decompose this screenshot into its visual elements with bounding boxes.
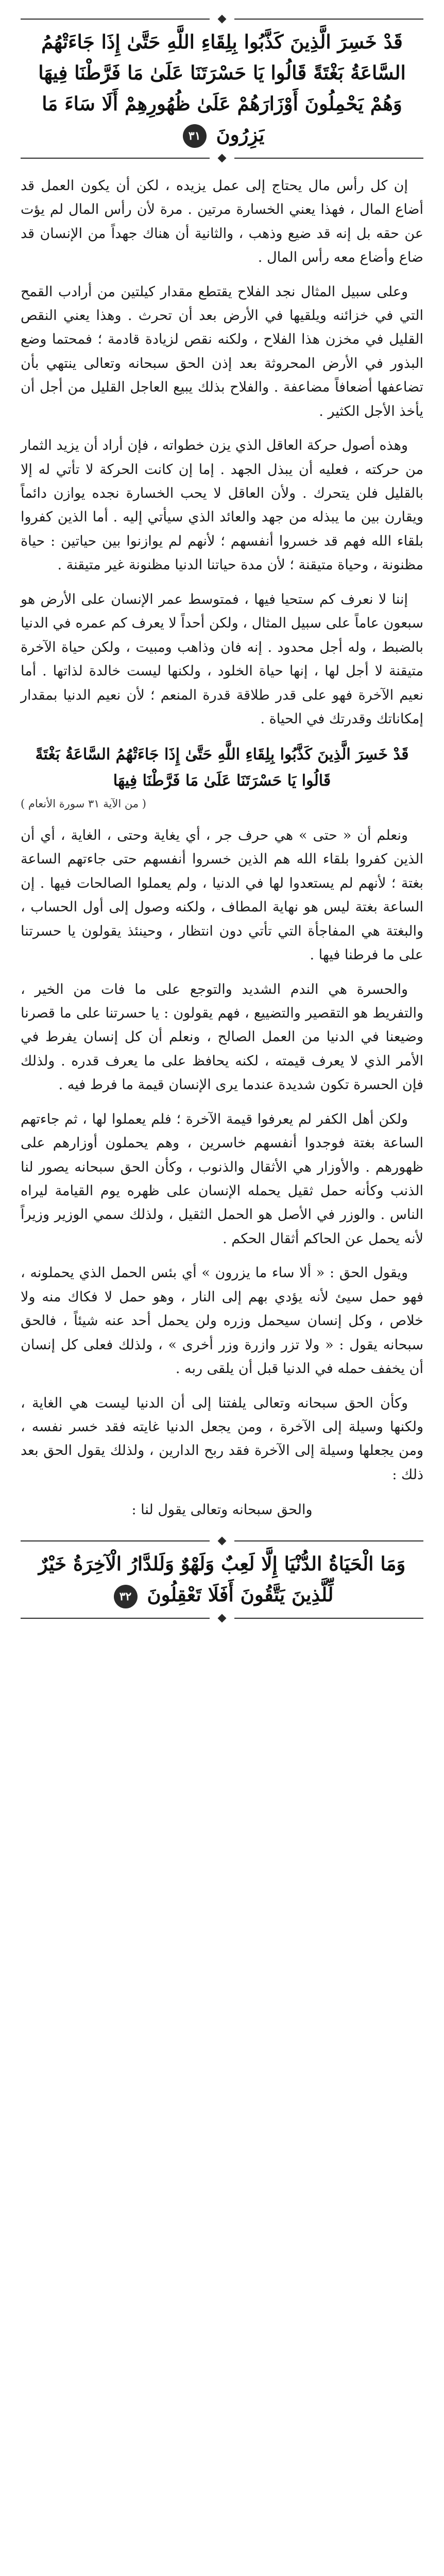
ornament-icon [210, 16, 234, 22]
paragraph: والحسرة هي الندم الشديد والتوجع على ما فات من الخير ، والتفريط هو التقصير والتضييع ، فهم يقولون : يا حسرتنا على ما قصرنا وضيعنا في الدنيا من العمل الصالح ، ونعلم أن كل إنسان يفرط في الأمر الذي لا يعرف قيمته ، لكنه يحافظ على ما يعرف قدره . ولذلك فإن الحسرة تكون شديدة عندما يرى الإنسان قيمة ما فرط فيه . [21, 981, 423, 1093]
paragraph: وكأن الحق سبحانه وتعالى يلفتنا إلى أن الدنيا ليست هي الغاية ، ولكنها وسيلة إلى الآخرة ، ومن يجعل الدنيا غايته فقد خسر نفسه ، ومن يجعلها وسيلة إلى الآخرة فقد ربح الدارين ، ولذلك يقول الحق بعد ذلك : [21, 1395, 423, 1483]
paragraph: ولكن أهل الكفر لم يعرفوا قيمة الآخرة ؛ فلم يعملوا لها ، ثم جاءتهم الساعة بغتة فوجدوا أنفسهم خاسرين ، وهم يحملون أوزارهم على ظهورهم . والأوزار هي الأثقال والذنوب ، وكأن الحق سبحانه يصور لنا الذنب وكأنه حمل ثقيل يحمله الإنسان على ظهره يوم القيامة ليراه الناس . والوزر في الأصل هو الحمل الثقيل ، ولذلك سمي الوزير وزيراً لأنه يحمل عن الحاكم أثقال الحكم . [21, 1111, 423, 1247]
closing-line: والحق سبحانه وتعالى يقول لنا : [131, 1502, 313, 1518]
verse-box-bottom [21, 1540, 423, 1619]
ornament-icon [210, 1615, 234, 1621]
verse-text-top: قَدْ خَسِرَ الَّذِينَ كَذَّبُوا بِلِقَاءِ اللَّهِ حَتَّىٰ إِذَا جَاءَتْهُمُ السَّاعَةُ بَغْتَةً قَالُوا يَا حَسْرَتَنَا عَلَىٰ مَا فَرَّطْنَا فِيهَا وَهُمْ يَحْمِلُونَ أَوْزَارَهُمْ عَلَىٰ ظُهُورِهِمْ أَلَا سَاءَ مَا يَزِرُونَ [38, 30, 406, 146]
verse-box-top [21, 19, 423, 159]
paragraph: ويقول الحق : « ألا ساء ما يزرون » أي بئس الحمل الذي يحملونه ، فهو حمل سيئ لأنه يؤدي بهم إلى النار ، وهو حمل لا فكاك منه ولا خلاص ، وكل إنسان سيحمل وزره ولن يحمل أحد عنه شيئاً ، فالحق سبحانه يقول : « ولا تزر وازرة وزر أخرى » ، ولذلك فعلى كل إنسان أن يخفف حمله في الدنيا قبل أن يلقى ربه . [21, 1265, 423, 1377]
paragraph: إننا لا نعرف كم ستحيا فيها ، فمتوسط عمر الإنسان على الأرض هو سبعون عاماً على سبيل المثال ، ولكن أحداً لا يعرف كم عمره في الدنيا بالضبط ، وله أجل محدود . إنه فان وذاهب ومبيت ، ولكن حياة الآخرة متيقنة لا أجل لها ، إنها حياة الخلود ، ولكنها ليست خالدة لذاتها . أما نعيم الآخرة فهو على قدر طلاقة قدرة المنعم ؛ لأن نعيم الدنيا بمقدار إمكاناتك وقدرتك في الحياة . [21, 591, 423, 727]
quoted-verse: قَدْ خَسِرَ الَّذِينَ كَذَّبُوا بِلِقَاءِ اللَّهِ حَتَّىٰ إِذَا جَاءَتْهُمُ السَّاعَةُ بَغْتَةً قَالُوا يَا حَسْرَتَنَا عَلَىٰ مَا فَرَّطْنَا فِيهَا [35, 745, 409, 790]
ornament-icon [210, 1538, 234, 1544]
ornament-icon [210, 155, 234, 161]
paragraph: إن كل رأس مال يحتاج إلى عمل يزيده ، لكن أن يكون العمل قد أضاع المال ، فهذا يعني الخسارة مرتين . مرة لأن رأس المال لم يؤت عن حقه بل إنه قد ضيع وذهب ، والثانية أن هناك جهداً من الإنسان قد ضاع وأضاع معه رأس المال . [21, 177, 423, 266]
ayah-number-badge: ٣٢ [114, 1585, 138, 1608]
paragraph: وهذه أصول حركة العاقل الذي يزن خطواته ، فإن أراد أن يزيد الثمار من حركته ، فعليه أن يبذل الجهد . إما إن كانت الحركة لا تأتي له إلا بالقليل فلن يتحرك . ولأن العاقل لا يحب الخسارة نجده يوازن دائماً ويقارن بين ما يبذله من جهد والعائد الذي سيأتي إليه . أما الذين كفروا بلقاء الله فهم قد خسروا أنفسهم ؛ لأنهم لم يوازنوا بين حياتين : حياة مظنونة ، وحياة متيقنة ؛ لأن مدة حياتنا الدنيا مظنونة غير متيقنة . [21, 437, 423, 573]
paragraph: ونعلم أن « حتى » هي حرف جر ، أي يغاية وحتى ، الغاية ، أي أن الذين كفروا بلقاء الله هم الذين خسروا أنفسهم حتى جاءتهم الساعة بغتة ؛ لأنهم لم يستعدوا لها في الدنيا ، ولم يعملوا الصالحات فيها . إن الساعة بغتة ليس هو نهاية المطاف ، ولكنه وصول إلى أول الحساب ، والبغتة هي المفاجأة التي تأتي دون انتظار ، وحينئذ يقولون يا حسرتنا على ما فرطنا فيها . [21, 827, 423, 963]
paragraph: وعلى سبيل المثال نجد الفلاح يقتطع مقدار كيلتين من أرادب القمح التي في خزائنه ويلقيها في الأرض بعد أن تحرث . وهذا يعني النقص القليل في مخزن هذا الفلاح ، ولكنه نقص لزيادة قادمة ؛ فمحتما وضع البذور في الأرض المحروثة بعد إذن الحق سبحانه وتعالى ينتهي بأن تضاعفها أضعافاً مضاعفة . والفلاح بذلك يبيع العاجل القليل من أجل أن يأخذ الأجل الكثير . [21, 283, 423, 419]
verse-reference: ( من الآية ٣١ سورة الأنعام ) [21, 798, 146, 810]
ayah-number-badge: ٣١ [183, 124, 207, 148]
verse-text-bottom: وَمَا الْحَيَاةُ الدُّنْيَا إِلَّا لَعِبٌ وَلَهْوٌ وَلَلدَّارُ الْآخِرَةُ خَيْرٌ لِّلَّذِينَ يَتَّقُونَ أَفَلَا تَعْقِلُونَ [38, 1552, 406, 1606]
